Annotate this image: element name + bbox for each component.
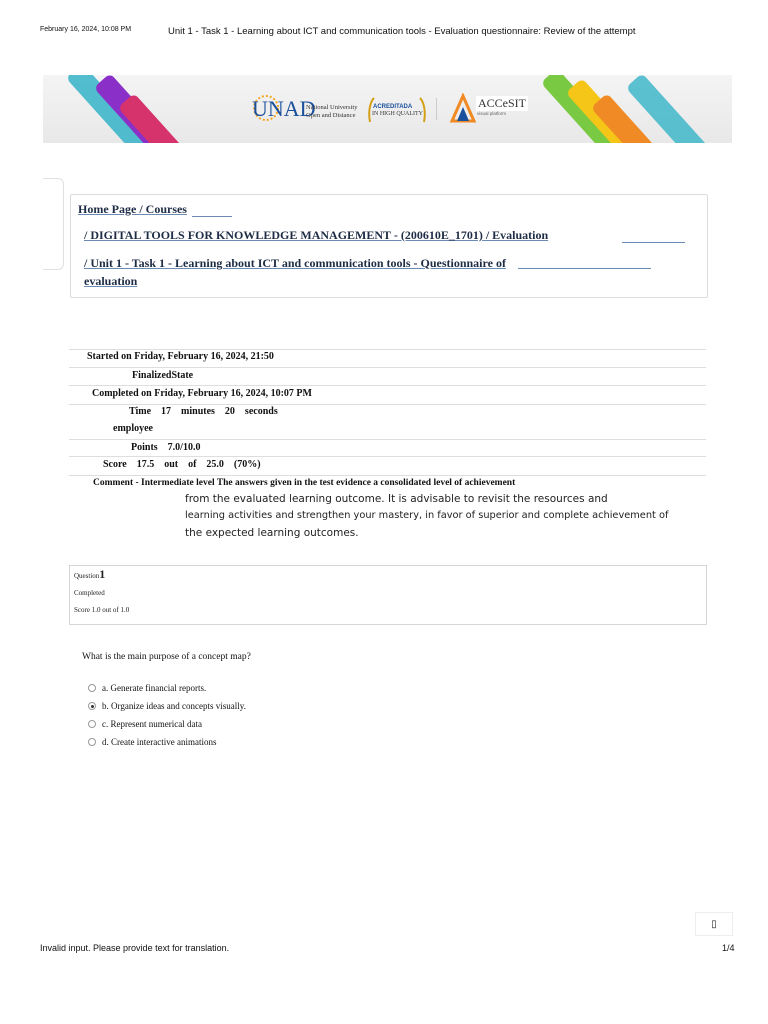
unad-mark: UNAD — [252, 96, 316, 121]
page-number: 1/4 — [722, 943, 735, 953]
breadcrumb-task-link[interactable] — [84, 254, 664, 290]
row-divider — [69, 349, 706, 350]
score-value: Score 17.5 out of 25.0 (70%) — [103, 459, 261, 470]
row-divider — [69, 385, 706, 386]
drawer-toggle[interactable] — [43, 178, 64, 270]
row-divider — [69, 439, 706, 440]
unad-name-line2: Open and Distance — [306, 112, 356, 119]
row-divider — [69, 367, 706, 368]
question-text: What is the main purpose of a concept map? — [82, 652, 251, 662]
question-label — [74, 567, 105, 582]
print-footer: Invalid input. Please provide text for translation. — [40, 943, 230, 953]
question-number: 1 — [99, 567, 106, 581]
question-status: Completed — [74, 589, 105, 597]
accesit-name: ACCeSIT — [478, 96, 526, 110]
accreditation-label: ACREDITADA — [373, 104, 413, 110]
option-label: c. Represent numerical data — [102, 719, 202, 729]
option-label: b. Organize ideas and concepts visually. — [102, 701, 246, 711]
accesit-logo-icon — [448, 93, 478, 123]
radio-button[interactable] — [88, 738, 96, 746]
box-icon: ▯ — [711, 918, 717, 930]
breadcrumb-task-line1[interactable]: / Unit 1 - Task 1 - Learning about ICT and communication tools - Questionnaire of — [84, 256, 506, 270]
answer-option-a[interactable] — [88, 683, 206, 693]
row-divider — [69, 475, 706, 476]
radio-button-selected[interactable] — [88, 702, 96, 710]
radio-button[interactable] — [88, 684, 96, 692]
comment-line2: learning activities and strengthen your mastery, in favor of superior and complete achievement of — [185, 510, 669, 521]
row-divider — [69, 404, 706, 405]
comment-heading: Comment - Intermediate level The answers given in the test evidence a consolidated level of achievement — [93, 478, 516, 488]
print-title: Unit 1 - Task 1 - Learning about ICT and communication tools - Evaluation questionnaire: Review of the attempt — [168, 26, 636, 37]
completed-on: Completed on Friday, February 16, 2024, 10:07 PM — [92, 388, 312, 399]
option-label: d. Create interactive animations — [102, 737, 217, 747]
question-label-text: Question — [74, 572, 100, 580]
started-on: Started on Friday, February 16, 2024, 21:50 — [87, 351, 274, 362]
print-date: February 16, 2024, 10:08 PM — [40, 26, 132, 33]
logo-divider — [436, 98, 437, 120]
breadcrumb-course-link[interactable]: / DIGITAL TOOLS FOR KNOWLEDGE MANAGEMENT - (200610E_1701) / Evaluation — [84, 228, 549, 242]
option-label: a. Generate financial reports. — [102, 683, 207, 693]
accesit-sub: visual platform — [477, 111, 507, 116]
question-info-box — [69, 565, 707, 625]
question-score: Score 1.0 out of 1.0 — [74, 606, 130, 614]
employee-label: employee — [113, 423, 153, 434]
unad-name — [306, 104, 357, 120]
breadcrumb-home-link[interactable]: Home Page / Courses — [78, 202, 187, 216]
row-divider — [69, 456, 706, 457]
comment-line1: from the evaluated learning outcome. It is advisable to revisit the resources and — [185, 493, 608, 505]
time-taken: Time 17 minutes 20 seconds — [129, 406, 278, 417]
radio-button[interactable] — [88, 720, 96, 728]
answer-option-d[interactable] — [88, 737, 216, 747]
answer-option-b[interactable] — [88, 701, 246, 711]
comment-line3: the expected learning outcomes. — [185, 527, 359, 539]
points-value: Points 7.0/10.0 — [131, 442, 201, 453]
answer-option-c[interactable] — [88, 719, 202, 729]
floating-action-button[interactable] — [695, 912, 733, 936]
accreditation-sub: IN HIGH QUALITY — [372, 111, 423, 117]
unad-name-line1: National University — [306, 104, 358, 111]
breadcrumb-task-line2[interactable]: evaluation — [84, 274, 138, 288]
attempt-state: FinalizedState — [132, 370, 194, 381]
